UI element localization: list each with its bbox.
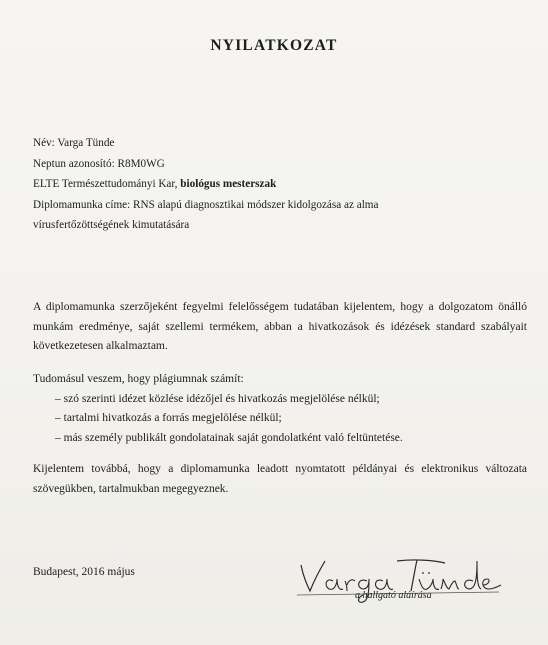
- faculty-line: [33, 174, 378, 195]
- signature-caption: a hallgató aláírása: [355, 590, 432, 601]
- paragraph-responsibility: A diplomamunka szerzőjeként fegyelmi felelősségem tudatában kijelentem, hogy a dolgozatom önálló munkám eredménye, saját szellemi termékem, abban a hivatkozások és idézések standard szabályait következetesen alkalmaztam.: [33, 301, 527, 352]
- faculty-name: ELTE Természettudományi Kar,: [33, 178, 181, 190]
- document-title: NYILATKOZAT: [210, 37, 338, 54]
- student-name: Név: Varga Tünde: [33, 137, 115, 149]
- place-date: Budapest, 2016 május: [33, 566, 135, 578]
- thesis-title-line2: vírusfertőzöttségének kimutatására: [33, 219, 190, 231]
- list-item: – más személy publikált gondolatainak saját gondolatként való feltüntetése.: [55, 431, 403, 444]
- plagiarism-intro: Tudomásul veszem, hogy plágiumnak számít:: [33, 373, 244, 385]
- program-name: biológus mesterszak: [180, 178, 277, 190]
- handwritten-signature: [293, 551, 508, 611]
- neptun-code: Neptun azonosító: R8M0WG: [33, 157, 165, 170]
- list-item: – tartalmi hivatkozás a forrás megjelölése nélkül;: [55, 412, 282, 424]
- thesis-title-line1: Diplomamunka címe: RNS alapú diagnosztikai módszer kidolgozása az alma: [33, 198, 379, 211]
- list-item: – szó szerinti idézet közlése idézőjel és hivatkozás megjelölése nélkül;: [55, 392, 380, 405]
- student-info: [33, 133, 378, 236]
- paragraph-copies: Kijelentem továbbá, hogy a diplomamunka leadott nyomtatott példányai és elektronikus változata szövegükben, tartalmukban megegyeznek.: [33, 463, 527, 495]
- paragraph-plagiarism: [33, 370, 527, 448]
- plagiarism-list: [33, 390, 527, 449]
